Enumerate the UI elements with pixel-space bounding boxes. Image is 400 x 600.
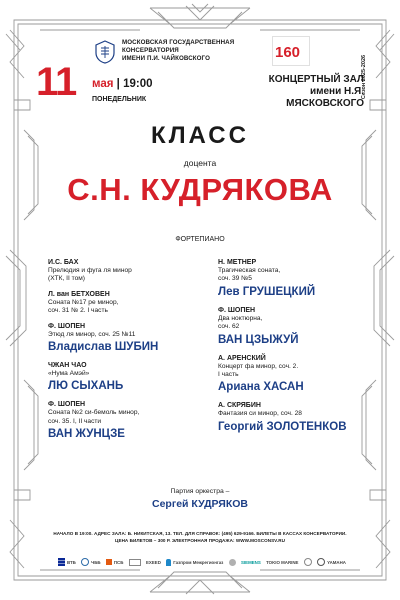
vtb-logo-icon bbox=[58, 558, 65, 566]
program-item bbox=[218, 306, 368, 348]
work-line: соч. 62 bbox=[218, 323, 240, 331]
orchestra-label: Партия оркестра – bbox=[170, 488, 230, 495]
composer: Ф. ШОПЕН bbox=[48, 322, 86, 330]
work-line: Концерт фа минор, соч. 2. bbox=[218, 362, 299, 370]
docent-label: доцента bbox=[183, 158, 217, 168]
footer-info bbox=[40, 530, 360, 544]
work-line: соч. 35. I, II части bbox=[48, 417, 102, 425]
footer-line1: НАЧАЛО В 19:00. АДРЕС ЗАЛА: Б. НИКИТСКАЯ, 13. ТЕЛ. ДЛЯ СПРАВОК: (495) 629-9166. БИЛЕТЫ В КАССАХ КОНСЕРВАТОРИИ. bbox=[53, 531, 347, 536]
sponsor-logo bbox=[129, 559, 141, 566]
performer-name: ЛЮ СЫХАНЬ bbox=[48, 380, 124, 393]
program-item bbox=[48, 290, 198, 316]
concert-month: мая bbox=[92, 78, 114, 90]
psb-logo-icon bbox=[106, 559, 112, 565]
program-item bbox=[48, 258, 198, 284]
composer: ЧЖАН ЧАО bbox=[48, 362, 87, 370]
footer-line2: ЦЕНА БИЛЕТОВ – 300 Р. ЭЛЕКТРОННАЯ ПРОДАЖА: WWW.MOSCONSV.RU bbox=[115, 538, 285, 543]
concert-time: 19:00 bbox=[123, 78, 153, 90]
sponsor-logos bbox=[58, 555, 346, 569]
work-line: соч. 39 №5 bbox=[218, 275, 252, 283]
program-right-column bbox=[218, 258, 368, 441]
program-item bbox=[48, 322, 198, 355]
sponsor-chbb: ЧББ bbox=[81, 558, 100, 566]
sponsor-exeed: EXEED bbox=[145, 559, 161, 565]
month-time bbox=[92, 78, 153, 90]
performer-name: Ариана ХАСАН bbox=[218, 381, 304, 394]
anniversary-number: 160 bbox=[275, 44, 301, 61]
date-separator: | bbox=[113, 78, 124, 90]
composer: А. СКРЯБИН bbox=[218, 402, 261, 410]
conservatory-line2: ИМЕНИ П.И. ЧАЙКОВСКОГО bbox=[122, 55, 210, 62]
teacher-name: С.Н. КУДРЯКОВА bbox=[67, 172, 333, 207]
program-left-column bbox=[48, 258, 198, 448]
conservatory-emblem-icon bbox=[92, 39, 118, 65]
anniversary-logo bbox=[272, 36, 310, 66]
concert-weekday: ПОНЕДЕЛЬНИК bbox=[92, 96, 147, 103]
composer: Ф. ШОПЕН bbox=[218, 306, 256, 314]
venue-line1: КОНЦЕРТНЫЙ ЗАЛ bbox=[268, 74, 364, 85]
sponsor-emblem-icon bbox=[304, 558, 312, 566]
performer-name: Владислав ШУБИН bbox=[48, 341, 159, 354]
chbb-logo-icon bbox=[81, 558, 89, 566]
concert-day: 11 bbox=[36, 60, 77, 104]
composer: И.С. БАХ bbox=[48, 259, 79, 266]
work-line: Этюд ля минор, соч. 25 №11 bbox=[48, 330, 136, 338]
performer-name: Георгий ЗОЛОТЕНКОВ bbox=[218, 420, 347, 433]
work-line: Трагическая соната, bbox=[218, 267, 281, 274]
work-line: «Нума Амэй» bbox=[48, 370, 90, 378]
composer: Л. ван БЕТХОВЕН bbox=[48, 290, 110, 298]
work-line: Соната №17 ре минор, bbox=[48, 298, 119, 306]
sponsor-logo bbox=[229, 559, 236, 566]
sponsor-vtb: ВТБ bbox=[58, 558, 76, 566]
work-line: соч. 31 № 2. I часть bbox=[48, 307, 108, 315]
sponsor-psb: ПСБ bbox=[106, 559, 123, 565]
conservatory-line1: МОСКОВСКАЯ ГОСУДАРСТВЕННАЯ КОНСЕРВАТОРИЯ bbox=[122, 39, 235, 54]
work-line: (ХТК, II том) bbox=[48, 275, 85, 283]
season-text: Сезон 2025-2026 bbox=[361, 54, 368, 100]
sponsor-tokio-marine: TOKIO MARINE bbox=[266, 559, 299, 565]
sponsor-gazprom: Газпром Межрегионгаз bbox=[166, 559, 223, 566]
venue-line2: имени Н.Я. МЯСКОВСКОГО bbox=[286, 86, 364, 109]
work-line: Соната №2 си-бемоль минор, bbox=[48, 409, 140, 417]
sponsor-siemens: SIEMENS bbox=[241, 559, 261, 565]
composer: Ф. ШОПЕН bbox=[48, 401, 86, 409]
instrument-label: ФОРТЕПИАНО bbox=[175, 236, 225, 243]
sponsor-yamaha: YAMAHA bbox=[317, 558, 346, 566]
season-label bbox=[361, 40, 384, 120]
work-line: Фантазия си минор, соч. 28 bbox=[218, 410, 302, 418]
work-line: I часть bbox=[218, 371, 239, 379]
orchestra-performer: Сергей КУДРЯКОВ bbox=[151, 498, 249, 510]
conservatory-name bbox=[122, 39, 272, 63]
performer-name: ВАН ЖУНЦЗЕ bbox=[48, 428, 125, 441]
composer: Н. МЕТНЕР bbox=[218, 259, 257, 266]
sponsor-emblem-icon bbox=[229, 559, 236, 566]
class-heading: КЛАСС bbox=[151, 122, 249, 149]
program-item bbox=[48, 361, 198, 394]
program-item bbox=[218, 258, 368, 300]
composer: А. АРЕНСКИЙ bbox=[218, 354, 266, 362]
work-line: Два ноктюрна, bbox=[218, 314, 263, 322]
program-item bbox=[48, 400, 198, 442]
performer-name: Лев ГРУШЕЦКИЙ bbox=[218, 285, 316, 298]
venue bbox=[240, 74, 364, 110]
yamaha-logo-icon bbox=[317, 558, 325, 566]
program-item bbox=[218, 401, 368, 434]
sponsor-logo bbox=[304, 558, 312, 566]
program-item bbox=[218, 354, 368, 396]
gazprom-logo-icon bbox=[166, 559, 171, 566]
sponsor-emblem-icon bbox=[129, 559, 141, 566]
performer-name: ВАН ЦЗЫЖУЙ bbox=[218, 333, 299, 346]
work-line: Прелюдия и фуга ля минор bbox=[48, 267, 132, 274]
